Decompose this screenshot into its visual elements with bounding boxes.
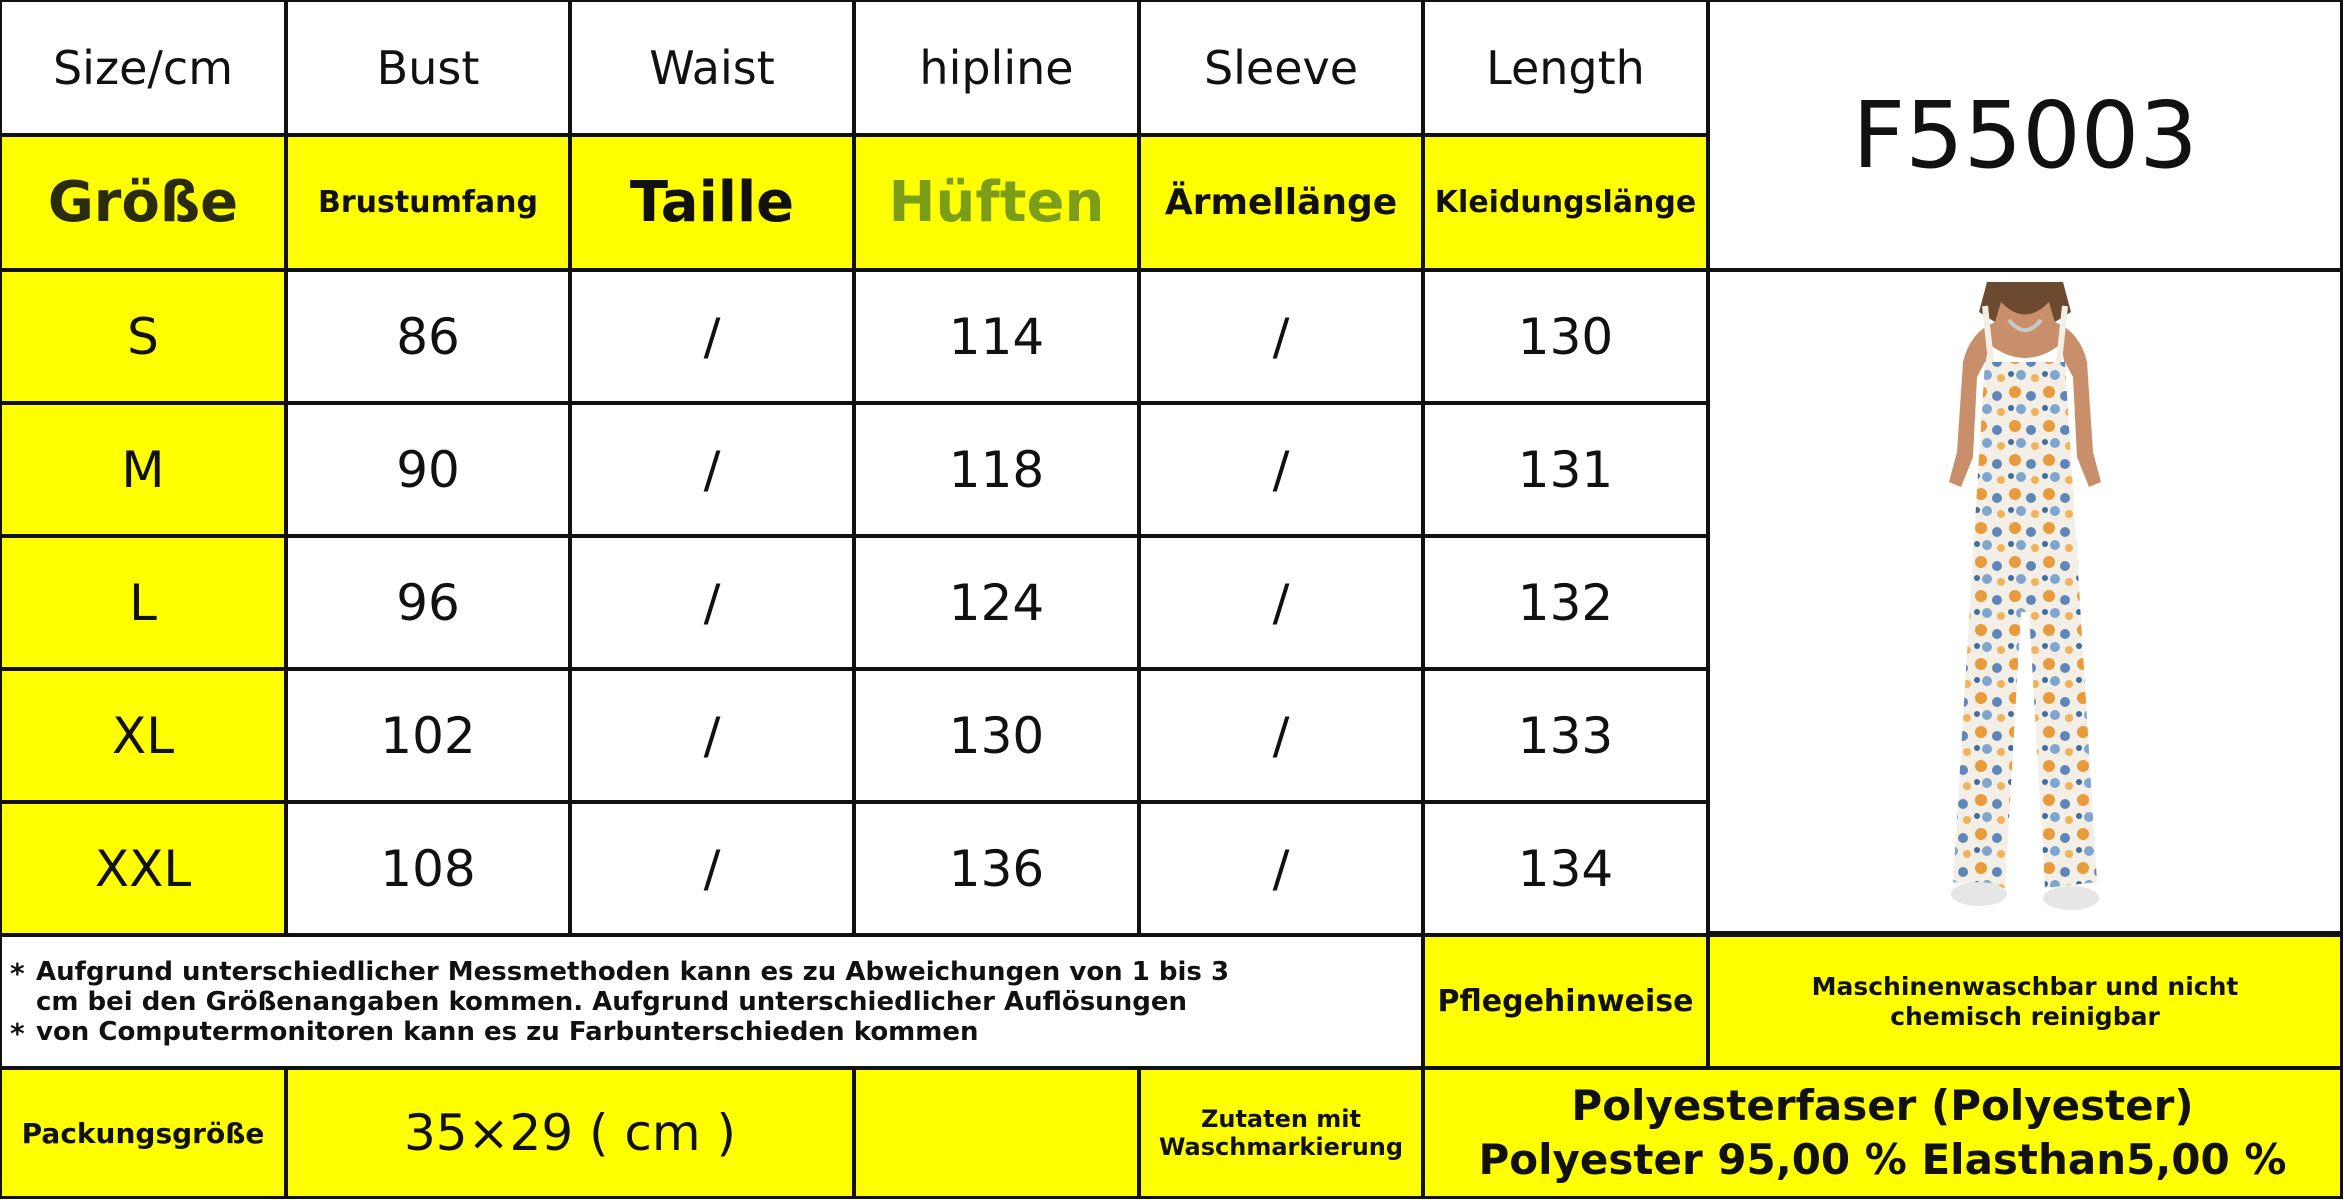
header-length: Length — [1422, 0, 1709, 136]
waist-l: / — [569, 535, 855, 670]
measurement-note — [0, 934, 1424, 1069]
model-code: F55003 — [1707, 0, 2343, 271]
waist-s: / — [569, 269, 855, 404]
hip-l: 124 — [853, 535, 1140, 670]
bust-m: 90 — [285, 402, 571, 537]
sleeve-xxl: / — [1138, 801, 1424, 936]
material-line-1: Polyesterfaser (Polyester) — [1571, 1081, 2194, 1130]
material-line-2: Polyester 95,00 % Elasthan5,00 % — [1478, 1135, 2287, 1184]
care-line-2: chemisch reinigbar — [1890, 1001, 2160, 1031]
note-star-2: * — [10, 1016, 25, 1050]
note-line-1: Aufgrund unterschiedlicher Messmethoden kann es zu Abweichungen von 1 bis 3 — [36, 956, 1230, 987]
bust-l: 96 — [285, 535, 571, 670]
note-star-1: * — [10, 956, 25, 990]
empty-cell — [853, 1067, 1140, 1199]
length-s: 130 — [1422, 269, 1709, 404]
bust-s: 86 — [285, 269, 571, 404]
header-de-taille: Taille — [569, 134, 855, 271]
jumpsuit-model-image — [1905, 282, 2145, 922]
header-de-aermellaenge: Ärmellänge — [1138, 134, 1424, 271]
hip-xxl: 136 — [853, 801, 1140, 936]
length-l: 132 — [1422, 535, 1709, 670]
waist-m: / — [569, 402, 855, 537]
header-de-hueften: Hüften — [853, 134, 1140, 271]
length-xl: 133 — [1422, 668, 1709, 803]
note-line-2: cm bei den Größenangaben kommen. Aufgrund unterschiedlicher Auflösungen — [36, 986, 1187, 1017]
hip-xl: 130 — [853, 668, 1140, 803]
product-image — [1707, 269, 2343, 934]
size-label-m: M — [0, 402, 287, 537]
header-waist: Waist — [569, 0, 855, 136]
note-text — [10, 956, 1230, 1050]
care-line-1: Maschinenwaschbar und nicht — [1811, 971, 2239, 1001]
waist-xxl: / — [569, 801, 855, 936]
sleeve-xl: / — [1138, 668, 1424, 803]
waist-xl: / — [569, 668, 855, 803]
sleeve-s: / — [1138, 269, 1424, 404]
package-size-value: 35×29 ( cm ) — [285, 1067, 855, 1199]
header-de-brustumfang: Brustumfang — [285, 134, 571, 271]
ingredients-line-2: Waschmarkierung — [1158, 1133, 1404, 1161]
sleeve-m: / — [1138, 402, 1424, 537]
header-hipline: hipline — [853, 0, 1140, 136]
length-m: 131 — [1422, 402, 1709, 537]
note-line-3: von Computermonitoren kann es zu Farbunterschieden kommen — [36, 1016, 979, 1047]
ingredients-line-1: Zutaten mit — [1200, 1105, 1362, 1133]
size-label-s: S — [0, 269, 287, 404]
size-label-xl: XL — [0, 668, 287, 803]
header-de-kleidungslaenge: Kleidungslänge — [1422, 134, 1709, 271]
hip-m: 118 — [853, 402, 1140, 537]
sleeve-l: / — [1138, 535, 1424, 670]
size-label-l: L — [0, 535, 287, 670]
length-xxl: 134 — [1422, 801, 1709, 936]
ingredients-label — [1138, 1067, 1424, 1199]
package-size-label: Packungsgröße — [0, 1067, 287, 1199]
hip-s: 114 — [853, 269, 1140, 404]
bust-xl: 102 — [285, 668, 571, 803]
material-composition — [1422, 1067, 2343, 1199]
header-size: Size/cm — [0, 0, 287, 136]
care-instructions — [1707, 934, 2343, 1069]
header-sleeve: Sleeve — [1138, 0, 1424, 136]
size-label-xxl: XXL — [0, 801, 287, 936]
header-bust: Bust — [285, 0, 571, 136]
bust-xxl: 108 — [285, 801, 571, 936]
care-label: Pflegehinweise — [1422, 934, 1709, 1069]
header-de-groesse: Größe — [0, 134, 287, 271]
